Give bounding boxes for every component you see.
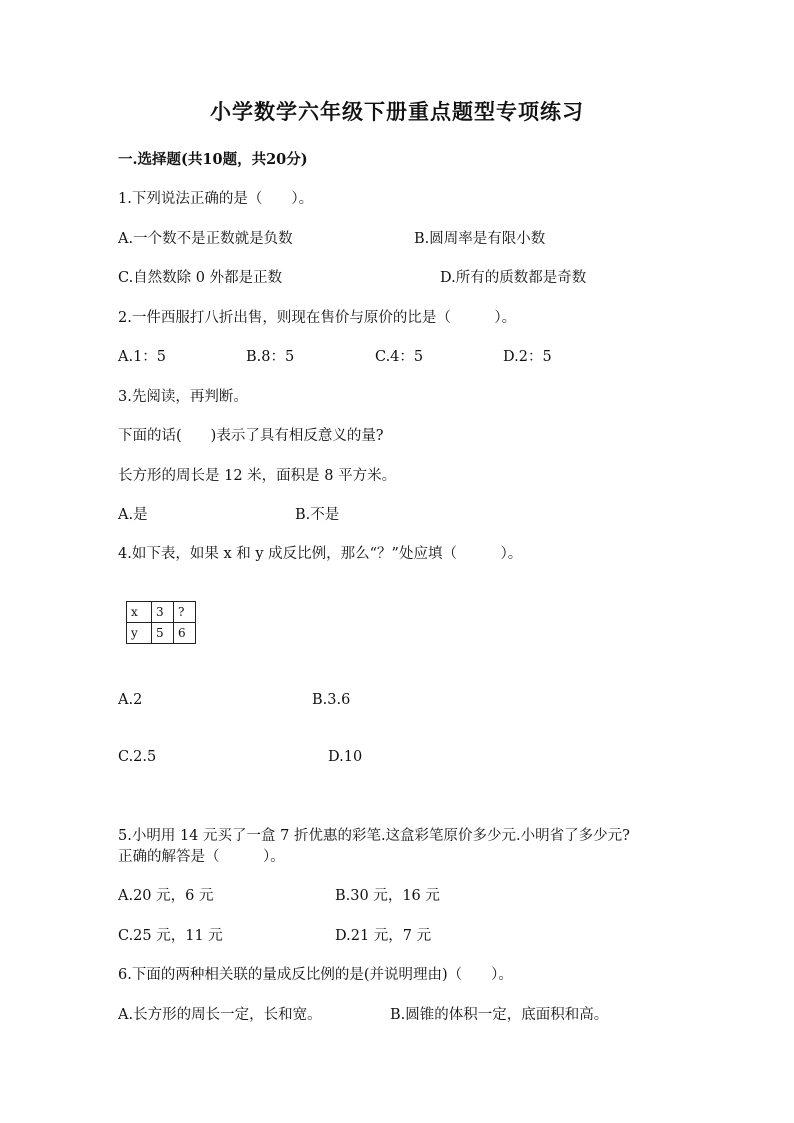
question-1-option-b: B.圆周率是有限小数 <box>414 231 546 247</box>
question-3-line-2: 长方形的周长是 12 米，面积是 8 平方米。 <box>118 468 397 484</box>
question-3-stem: 3.先阅读，再判断。 <box>118 389 248 405</box>
table-cell: 5 <box>152 623 174 644</box>
table-cell: 6 <box>174 623 196 644</box>
page-title: 小学数学六年级下册重点题型专项练习 <box>210 99 584 124</box>
section-heading: 一.选择题(共10题，共20分) <box>118 151 308 168</box>
question-1-stem: 1.下列说法正确的是（ ）。 <box>118 191 314 207</box>
question-1-option-d: D.所有的质数都是奇数 <box>440 270 587 286</box>
question-5-option-d: D.21 元，7 元 <box>335 928 432 944</box>
question-6-stem: 6.下面的两种相关联的量成反比例的是(并说明理由)（ ）。 <box>118 967 513 983</box>
question-5-stem-line-1: 5.小明用 14 元买了一盒 7 折优惠的彩笔.这盒彩笔原价多少元.小明省了多少元? <box>118 828 630 844</box>
question-2-option-a: A.1：5 <box>118 349 167 365</box>
question-4-option-c: C.2.5 <box>118 749 157 765</box>
table-cell: 3 <box>152 602 174 623</box>
table-row <box>127 623 196 644</box>
table-row <box>127 602 196 623</box>
question-3-line-1: 下面的话( )表示了具有相反意义的量? <box>118 428 384 444</box>
question-5-option-b: B.30 元，16 元 <box>335 888 440 904</box>
table-cell: ? <box>174 602 196 623</box>
question-4-stem: 4.如下表，如果 x 和 y 成反比例，那么“？”处应填（ ）。 <box>118 546 523 562</box>
table-cell: x <box>127 602 152 623</box>
question-5-stem-line-2: 正确的解答是（ ）。 <box>118 849 285 865</box>
question-6-option-b: B.圆锥的体积一定，底面积和高。 <box>390 1007 609 1023</box>
question-6-option-a: A.长方形的周长一定，长和宽。 <box>118 1007 322 1023</box>
question-2-option-b: B.8：5 <box>246 349 295 365</box>
question-5-option-c: C.25 元，11 元 <box>118 928 223 944</box>
question-3-option-a: A.是 <box>118 507 148 523</box>
question-4-option-d: D.10 <box>328 749 363 765</box>
question-4-table <box>126 601 196 644</box>
question-4-option-b: B.3.6 <box>312 692 351 708</box>
question-5-option-a: A.20 元，6 元 <box>118 888 214 904</box>
question-3-option-b: B.不是 <box>295 507 340 523</box>
question-4-option-a: A.2 <box>118 692 143 708</box>
question-1-option-a: A.一个数不是正数就是负数 <box>118 231 293 247</box>
question-2-option-c: C.4：5 <box>375 349 424 365</box>
question-1-option-c: C.自然数除 0 外都是正数 <box>118 270 283 286</box>
table-cell: y <box>127 623 152 644</box>
question-2-option-d: D.2：5 <box>503 349 552 365</box>
question-2-stem: 2.一件西服打八折出售，则现在售价与原价的比是（ ）。 <box>118 310 517 326</box>
